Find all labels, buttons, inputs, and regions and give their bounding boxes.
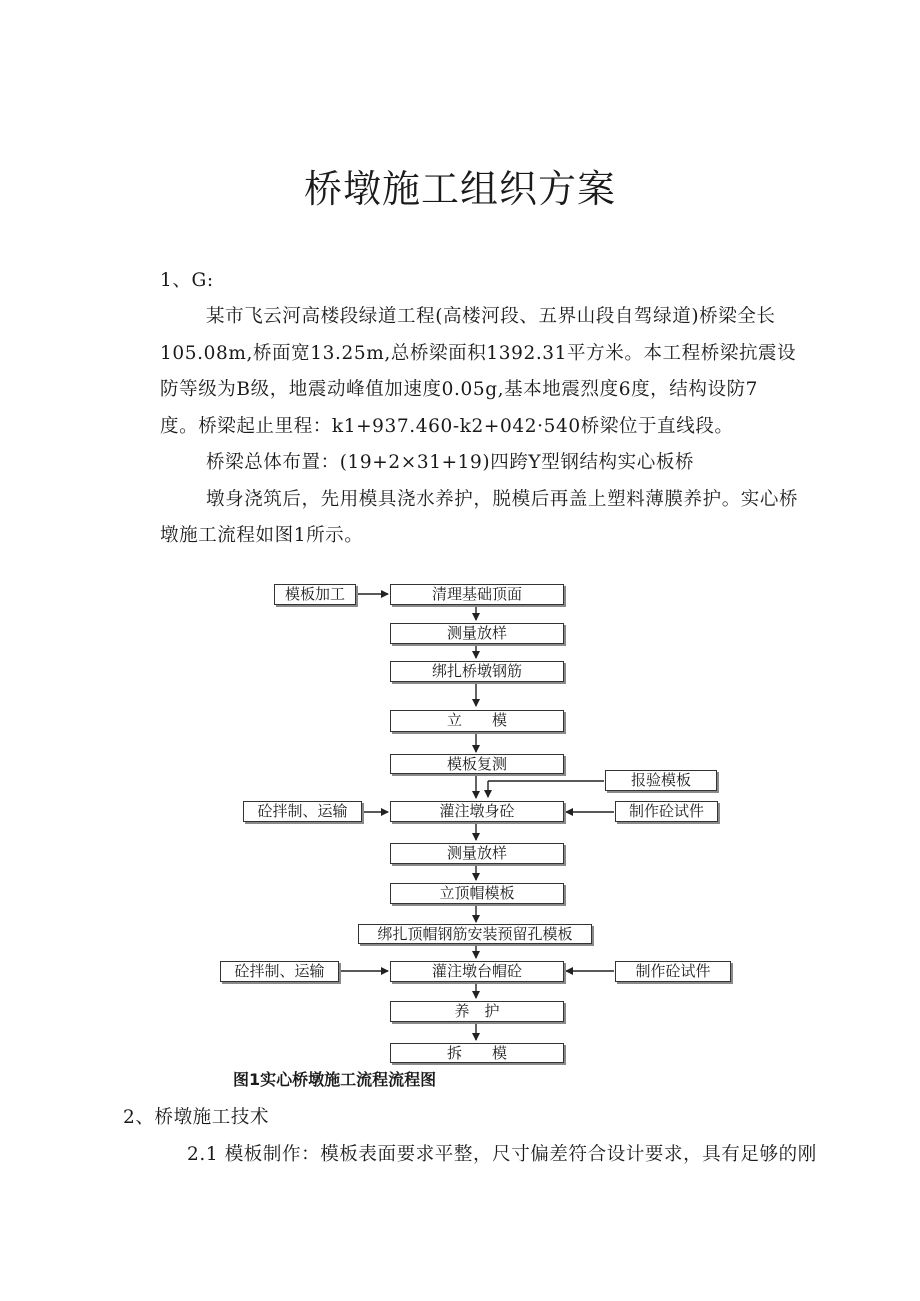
para3-line2: 墩施工流程如图1所示。	[160, 525, 364, 546]
para1-line2: 105.08m,桥面宽13.25m,总桥梁面积1392.31平方米。本工程桥梁抗震设	[160, 343, 797, 364]
para1-line1: 某市飞云河高楼段绿道工程(高楼河段、五界山段自驾绿道)桥梁全长	[206, 306, 776, 327]
flow-side-inspection-formwork: 报验模板	[605, 770, 717, 791]
para4: 2.1 模板制作：模板表面要求平整，尺寸偏差符合设计要求，具有足够的刚	[187, 1144, 817, 1165]
flow-side-formwork-processing: 模板加工	[274, 584, 356, 605]
flow-step-curing: 养 护	[390, 1001, 564, 1022]
para1-line4: 度。桥梁起止里程：k1+937.460-k2+042·540桥梁位于直线段。	[160, 416, 734, 437]
section2-heading: 2、桥墩施工技术	[123, 1107, 270, 1128]
flow-step-survey-2: 测量放样	[390, 843, 564, 864]
para1-line3: 防等级为B级，地震动峰值加速度0.05g,基本地震烈度6度，结构设防7	[160, 379, 759, 400]
flow-side-test-specimen-2: 制作砼试件	[615, 961, 731, 982]
flow-step-pour-cap: 灌注墩台帽砼	[390, 961, 564, 982]
flow-step-survey-1: 测量放样	[390, 623, 564, 644]
flow-side-test-specimen-1: 制作砼试件	[615, 801, 718, 822]
flow-step-erect-formwork: 立 模	[390, 710, 564, 732]
para2: 桥梁总体布置：(19+2×31+19)四跨Y型钢结构实心板桥	[206, 452, 695, 473]
document-title: 桥墩施工组织方案	[303, 167, 616, 211]
flow-step-bind-rebar: 绑扎桥墩钢筋	[390, 661, 564, 682]
flow-step-cap-formwork: 立顶帽模板	[390, 883, 564, 904]
figure-caption: 图1实心桥墩施工流程流程图	[233, 1070, 437, 1089]
flow-side-concrete-mixing-1: 砼拌制、运输	[243, 801, 362, 822]
para3-line1: 墩身浇筑后，先用模具浇水养护，脱模后再盖上塑料薄膜养护。实心桥	[206, 489, 799, 510]
flow-step-remove-formwork: 拆 模	[390, 1043, 564, 1063]
section1-heading: 1、G:	[160, 270, 214, 291]
flow-step-formwork-recheck: 模板复测	[390, 754, 564, 774]
flow-step-cap-rebar-reserved-holes: 绑扎顶帽钢筋安装预留孔模板	[358, 924, 592, 944]
flow-step-clean-foundation: 清理基础顶面	[390, 584, 564, 605]
flow-side-concrete-mixing-2: 砼拌制、运输	[220, 961, 339, 982]
flow-step-pour-pier-body: 灌注墩身砼	[390, 801, 564, 822]
